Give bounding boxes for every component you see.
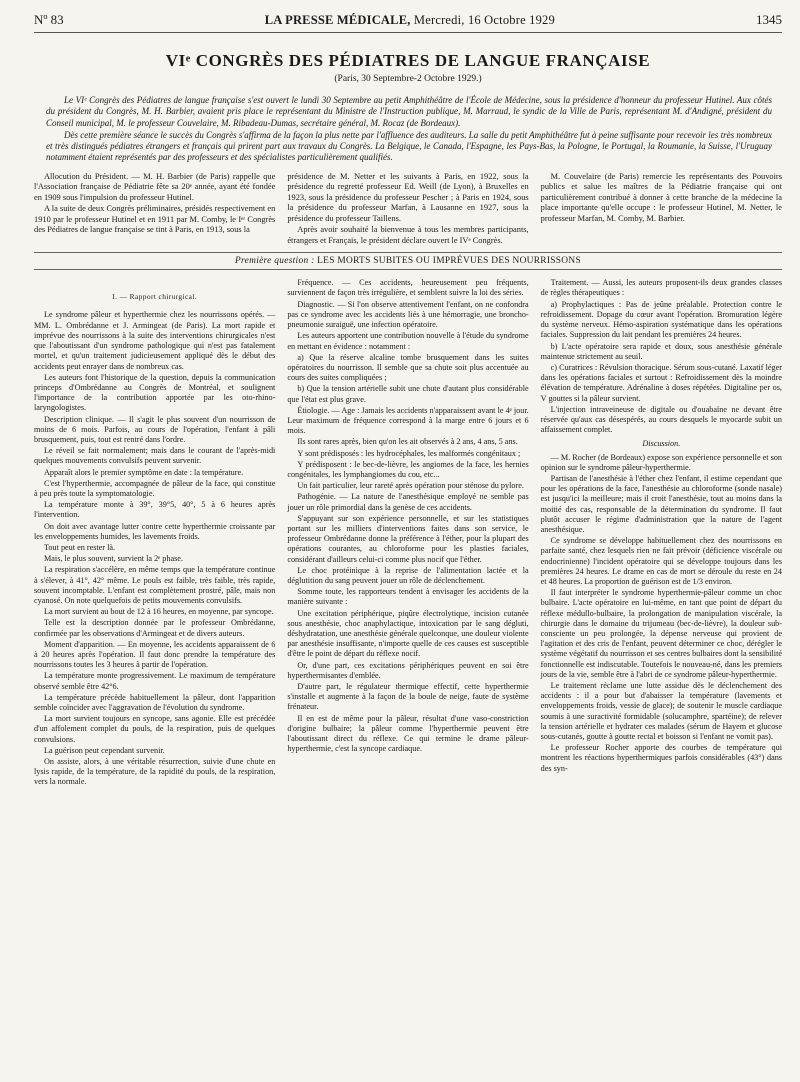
report-paragraph: Tout peut en rester là. [44, 542, 116, 552]
page-number: 1345 [756, 12, 782, 27]
report-paragraph: Une excitation périphérique, piqûre électrolytique, incision cutanée sous anesthésie, choc anaphylactique, intoxication par le sang dégluti, déshydratation, une anesthésie générale quelconque, une douleur violente par anesthésie insuffisante, n'importe quelle de ces causes est susceptible d'être le point de départ du réflexe nocif. [287, 608, 529, 659]
report-paragraph: b) Que la tension artérielle subit une chute d'autant plus considérable que l'état est plus grave. [287, 384, 529, 404]
allocution-paragraph: M. Couvelaire (de Paris) remercie les représentants des Pouvoirs publics et salue les maîtres de la Pédiatrie française qui ont particulièrement contribué à donner à cette branche de la médecine la place importante qu'elle occupe : le professeur Hutinel, M. Netter, le professeur Marfan, M. Comby, M. Barbier. [540, 171, 782, 223]
col3-paragraphs [541, 278, 782, 435]
report-paragraph: Or, d'une part, ces excitations périphériques peuvent en soi être hyperthermisantes d'emblée. [287, 660, 529, 680]
report-paragraph: Mais, le plus souvent, survient la 2ᵉ phase. [44, 554, 183, 564]
report-paragraph: a) Que la réserve alcaline tombe brusquement dans les suites opératoires du nourrisson. Il semble que sa chute soit plus accentuée au cours des suites compliquées ; [287, 352, 529, 383]
allocution-section [34, 172, 782, 248]
report-paragraph: Telle est la description donnée par le professeur Ombrédanne, confirmée par les observations d'Armingeat et de divers auteurs. [34, 618, 276, 638]
question-label: Première question : [235, 256, 315, 267]
report-paragraph: a) Prophylactiques : Pas de jeûne préalable. Protection contre le refroidissement. Dopage du cœur avant l'opération. Bromuration légère du système nerveux. Hémo-aspiration systématique dans les opérations faciales. Suppression du lait pendant les premières 24 heures. [540, 299, 782, 340]
journal-name: LA PRESSE MÉDICALE, [264, 13, 411, 27]
report-paragraph: On assiste, alors, à une véritable résurrection, suivie d'une chute en lysis rapide, de la température, de la rapidité du pouls, de la respiration, vers la normale. [34, 757, 276, 787]
report-paragraph: D'autre part, le régulateur thermique effectif, cette hyperthermie s'installe et augmente à la façon de la boule de neige, faute de système frénateur. [287, 682, 529, 712]
report-paragraph: La mort survient au bout de 12 à 16 heures, en moyenne, par syncope. [44, 607, 274, 617]
report-paragraph: Pathogénie. — La nature de l'anesthésique employé ne semble pas jouer un rôle primordial dans la genèse de ces accidents. [287, 492, 529, 512]
discussion-paragraph: Le traitement réclame une lutte assidue dès le déclenchement des accidents : il a pour but d'abaisser la température (lavements et enveloppements froids, vessie de glace); de soutenir le muscle cardiaque soumis à une suractivité formidable (solucamphre, spartéine); de relever la tension artérielle et hydrater ces malades (sérum de Hayem et glucose sous-cutanés, goutte à goutte rectal et boisson si l'enfant ne vomit pas). [540, 681, 782, 742]
report-paragraph: C'est l'hyperthermie, accompagnée de pâleur de la face, qui constitue à peu près toute la symptomatologie. [34, 478, 276, 498]
report-paragraph: Les auteurs font l'historique de la question, depuis la communication princeps d'Ombrédanne au Congrès de Montréal, et soulignent l'importance de la contribution apportée par les oto-rhino-laryngologistes. [34, 372, 276, 413]
section-heading: I. — Rapport chirurgical. [112, 292, 198, 302]
article-intro [34, 95, 782, 164]
report-paragraph: La mort survient toujours en syncope, sans agonie. Elle est précédée d'un affolement complet du pouls, de la respiration, puis de quelques convulsions. [34, 714, 276, 744]
report-paragraph: L'injection intraveineuse de digitale ou d'ouabaïne ne devant être réservée qu'aux cas désespérés, au cours desquels le myocarde subit un affaissement complet. [540, 404, 782, 435]
report-paragraph: Apparaît alors le premier symptôme en date : la température. [44, 467, 244, 477]
report-paragraph: Moment d'apparition. — En moyenne, les accidents apparaissent de 6 à 20 heures après l'opération. Il faut donc prendre la température des nourrissons toutes les 3 heures à partir de l'opération. [34, 639, 276, 670]
report-col-2 [287, 278, 528, 788]
report-paragraph: Un fait particulier, leur rareté après opération pour sténose du pylore. [297, 481, 524, 491]
discussion-paragraph: — M. Rocher (de Bordeaux) expose son expérience personnelle et son opinion sur le syndrome pâleur-hyperthermie. [540, 452, 782, 472]
allocution-col-1 [34, 172, 275, 248]
report-paragraph: b) L'acte opératoire sera rapide et doux, sous anesthésie générale maintenue strictement au seuil. [540, 341, 782, 361]
discussion-heading: Discussion. [642, 439, 681, 449]
report-paragraph: Le choc protéinique à la reprise de l'alimentation lactée et la déglutition du sang peuvent jouer un rôle de déclenchement. [287, 565, 529, 585]
report-paragraph: La respiration s'accélère, en même temps que la température continue à s'élever, à 41°, 42° même. Le pouls est faible, très faible, très rapide, souvent incomptable. L'enfant est complètement prostré, pâle, mais non cyanosé. On note quelquefois de petits mouvements convulsifs. [34, 565, 276, 605]
report-paragraph: Il en est de même pour la pâleur, résultat d'une vaso-constriction d'origine bulbaire; la pâleur comme l'hyperthermie peuvent être l'aboutissant direct du réflexe. Ce qui termine le drame pâleur-hyperthermie, c'est la syncope cardiaque. [287, 713, 529, 754]
discussion-paragraph: Il faut interpréter le syndrome hyperthermie-pâleur comme un choc bulbaire. L'acte opératoire en lui-même, en tant que point de départ du réflexe médullo-bulbaire, la prolongation de manipulation viscérale, la chirurgie dans le domaine du trijumeau (bec-de-lièvre), la douleur sub-consciente un peu prolongée, la dépense nerveuse qui provient de l'agitation et des cris de l'enfant, peuvent déterminer ce choc, dérégler le système végétatif du nourrisson et ses centres bulbaires dont la sensibilité fonctionnelle est indiscutable. Toutefois le nouveau-né, dans les premiers jours de la vie, semble être à l'abri de ce syndrome pâleur-hyperthermie. [540, 588, 782, 679]
running-header [34, 0, 782, 33]
report-col-1 [34, 278, 275, 788]
report-paragraph: On doit avec avantage lutter contre cette hyperthermie croissante par les enveloppements humides, les lavements froids. [34, 521, 276, 541]
report-paragraph: Description clinique. — Il s'agit le plus souvent d'un nourrisson de moins de 6 mois. Parfois, au cours de l'opération, l'enfant à pâli brusquement, puis, tout est rentré dans l'ordre. [34, 414, 276, 444]
report-paragraph: La température monte progressivement. Le maximum de température observé semble être 42°6. [34, 671, 276, 691]
issue-date: Mercredi, 16 Octobre 1929 [413, 13, 555, 27]
question-heading [34, 252, 782, 270]
report-paragraph: Y sont prédisposés : les hydrocéphales, les malformés congénitaux ; [297, 448, 521, 458]
report-paragraph: Diagnostic. — Si l'on observe attentivement l'enfant, on ne confondra pas ce syndrome avec les accidents liés à une hémorragie, une broncho-pneumonie suraiguë, une infection opératoire. [287, 299, 529, 330]
col1-paragraphs [34, 310, 275, 787]
report-paragraph: Ils sont rares après, bien qu'on les ait observés à 2 ans, 4 ans, 5 ans. [297, 437, 518, 447]
allocution-paragraph: Allocution du Président. — M. H. Barbier (de Paris) rappelle que l'Association française de Pédiatrie fête sa 20ᵉ année, ayant été fondée en 1909 sous l'impulsion du professeur Hutinel. [34, 171, 276, 202]
intro-paragraph: Le VIᵉ Congrès des Pédiatres de langue française s'est ouvert le lundi 30 Septembre au petit Amphithéâtre de l'École de Médecine, sous la présidence d'honneur du professeur Hutinel. Aux côtés du président du Congrès, M. H. Barbier, avaient pris place le représentant du Ministre de l'Instruction publique, M. Marraud, le syndic de la Ville de Paris, représentant M. d'Andigné, président du Conseil municipal, M. le professeur Couvelaire, M. Ribadeau-Dumas, secrétaire général, M. Rocaz (de Bordeaux). [46, 95, 772, 128]
intro-paragraph: Dès cette première séance le succès du Congrès s'affirma de la façon la plus nette par l'affluence des auditeurs. La salle du petit Amphithéâtre fut à peine suffisante pour recevoir les très nombreux et très distingués pédiatres étrangers et français qui prirent part aux travaux du Congrès. La Belgique, le Canada, l'Espagne, les Pays-Bas, la Pologne, le Portugal, la Roumanie, la Suisse, l'Uruguay notamment étaient représentés par des professeurs et des spécialistes particulièrement qualifiés. [46, 129, 772, 163]
report-paragraph: Traitement. — Aussi, les auteurs proposent-ils deux grandes classes de règles thérapeutiques : [540, 278, 782, 298]
col3-discussion-paragraphs [541, 453, 782, 774]
report-paragraph: La guérison peut cependant survenir. [44, 745, 165, 755]
report-col-3 [541, 278, 782, 788]
discussion-paragraph: Partisan de l'anesthésie à l'éther chez l'enfant, il estime cependant que pour les opérations de la face, l'anesthésie au chloroforme (sonde nasale) est jusqu'ici la meilleure; mais il croit l'anesthésie, tout au moins dans la moitié des cas, responsable de la détermination du syndrome. Il faut plutôt accuser le régime d'administration que la nature de l'agent anesthésique. [540, 473, 782, 534]
allocution-paragraph: A la suite de deux Congrès préliminaires, présidés respectivement en 1910 par le professeur Hutinel et en 1911 par M. Comby, le Iᵉʳ Congrès des Pédiatres de langue française se tint à Paris, en 1913, sous la [34, 204, 276, 235]
journal-line [265, 13, 555, 28]
report-paragraph: La température précède habituellement la pâleur, dont l'apparition semble coïncider avec l'aggravation de l'évolution du syndrome. [34, 692, 276, 712]
report-paragraph: Le syndrome pâleur et hyperthermie chez les nourrissons opérés. — MM. L. Ombrédanne et J. Armingeat (de Paris). La mort rapide et imprévue des nourrissons à la suite des interventions chirurgicales n'est que l'aboutissant d'un syndrome pathologique qui n'est pas fatalement mortel, et qu'un traitement judicieusement appliqué dès le début des accidents peut enrayer dans de nombreux cas. [34, 310, 276, 371]
report-paragraph: La température monte à 39°, 39°5, 40°, 5 à 6 heures après l'intervention. [34, 500, 276, 520]
question-title: LES MORTS SUBITES OU IMPRÉVUES DES NOURRISSONS [317, 256, 581, 267]
allocution-col-3 [541, 172, 782, 248]
report-paragraph: Les auteurs apportent une contribution nouvelle à l'étude du syndrome en mettant en évidence : notamment : [287, 331, 529, 351]
report-paragraph: Fréquence. — Ces accidents, heureusement peu fréquents, surviennent de façon très irrégulière, et semblent suivre la loi des séries. [287, 278, 529, 298]
report-paragraph: Somme toute, les rapporteurs tendent à envisager les accidents de la manière suivante : [287, 587, 529, 607]
report-paragraph: c) Curatrices : Révulsion thoracique. Sérum sous-cutané. Laxatif léger dans les opérations faciales et surtout : Refroidissement dès la moindre élévation de température. Adrénaline à doses répétées. Digitaline per os, V gouttes si la pâleur survient. [540, 362, 782, 403]
col2-paragraphs [287, 278, 528, 754]
allocution-paragraph: Après avoir souhaité la bienvenue à tous les membres participants, étrangers et Français, le président déclare ouvert le IVᵉ Congrès. [287, 225, 529, 245]
discussion-paragraph: Le professeur Rocher apporte des courbes de température qui montrent les réactions hyperthermiques parfois considérables (43°) dans des syn- [540, 743, 782, 773]
article-title: VIᵉ CONGRÈS DES PÉDIATRES DE LANGUE FRANÇAISE [165, 51, 651, 70]
allocution-paragraph: présidence de M. Netter et les suivants à Paris, en 1922, sous la présidence du regretté professeur Ed. Weill (de Lyon), à Bruxelles en 1923, sous la présidence du professeur Pescher ; à Paris en 1924, sous la présidence du professeur Marfan, à Lausanne en 1927, sous la présidence du professeur Taillens. [287, 171, 529, 223]
report-paragraph: Étiologie. — Age : Jamais les accidents n'apparaissent avant le 4ᵉ jour. Leur maximum de fréquence correspond à la marge entre 6 jours et 6 mois. [287, 405, 529, 436]
report-body [34, 278, 782, 788]
report-paragraph: Y prédisposent : le bec-de-lièvre, les angiomes de la face, les hernies congénitales, les lymphangiomes du cou, etc... [287, 459, 529, 479]
report-paragraph: Le réveil se fait normalement; mais dans le courant de l'après-midi quelques mouvements convulsifs peuvent survenir. [34, 446, 276, 466]
article-subtitle: (Paris, 30 Septembre-2 Octobre 1929.) [334, 74, 482, 84]
issue-number: Nº 83 [34, 12, 64, 27]
discussion-paragraph: Ce syndrome se développe habituellement chez des nourrissons en parfaite santé, chez lesquels rien ne fait prévoir (déficience viscérale ou endocrinienne) l'incident opératoire qui se développe toujours dans les premières 24 heures. Le drame en cas de mort se déroule du reste en 24 et 48 heures. La proportion de guérison est de 1/3 environ. [540, 536, 782, 586]
report-paragraph: S'appuyant sur son expérience personnelle, et sur les statistiques portant sur les milliers d'interventions faites dans son service, le professeur Ombrédanne donne la préférence à l'éther, pour la plupart des opérations courantes, au chloroforme pour les plasties faciales, considérant d'ailleurs celui-ci comme plus nocif que l'éther. [287, 513, 529, 564]
allocution-col-2 [287, 172, 528, 248]
